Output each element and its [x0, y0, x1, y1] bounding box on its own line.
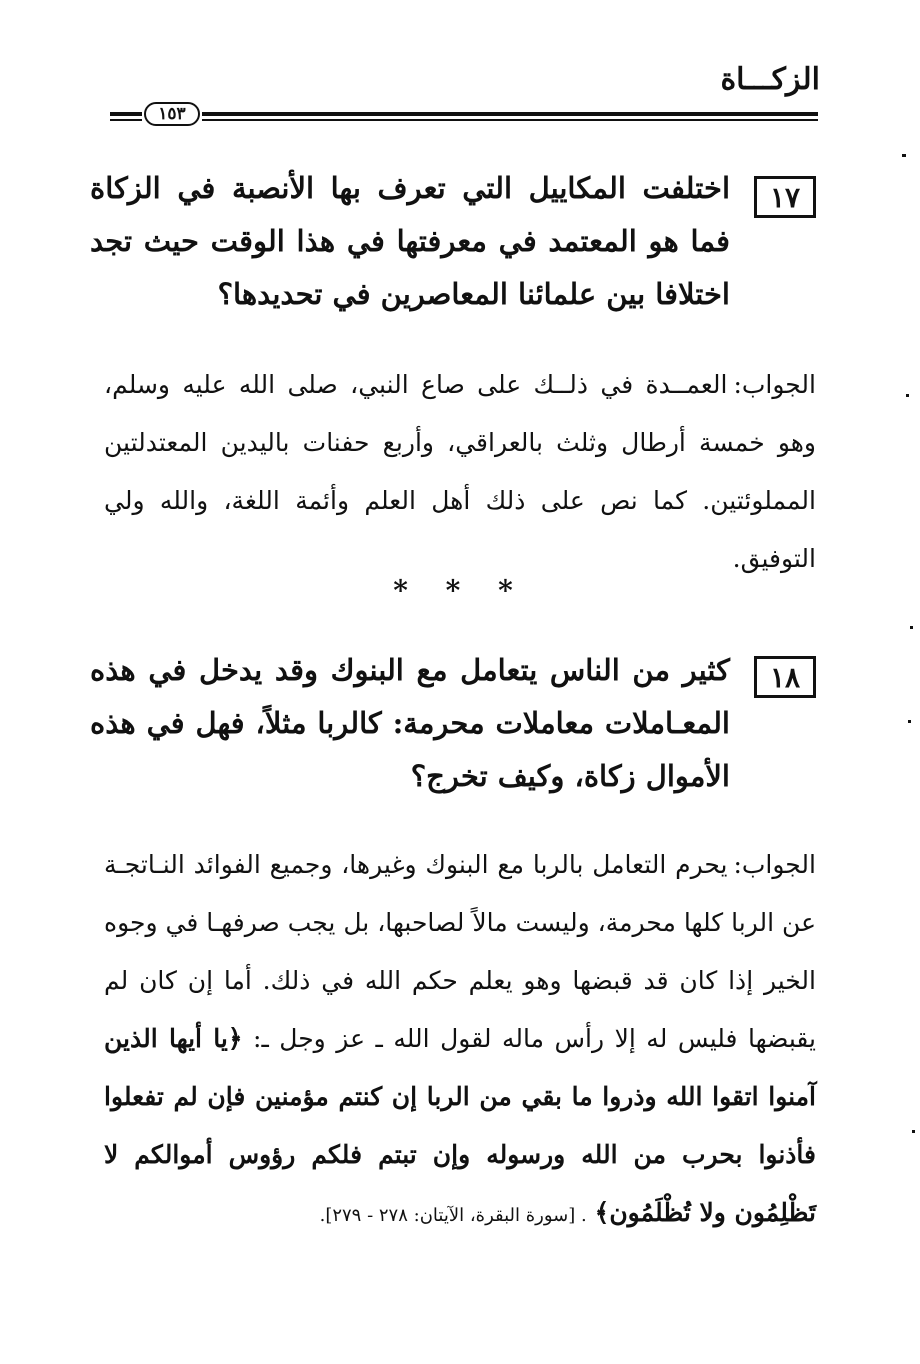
- answer-label: الجواب:: [733, 370, 816, 399]
- question-18-text: كثير من الناس يتعامل مع البنوك وقد يدخل في هذه المعـاملات معاملات محرمة: كالربا مثلاً، فهل في هذه الأموال زكاة، وكيف تخرج؟: [90, 653, 730, 793]
- answer-18-text: يحرم التعامل بالربا مع البنوك وغيرها، وجميع الفوائد النـاتجـة عن الربا كلها محرمة، وليست مالاً لصاحبها، بل يجب صرفهـا في وجوه الخير إذا كان قد قبضها وهو يعلم حكم الله في ذلك. أما إن كان لم يقبضها فليس له إلا رأس ماله لقول الله ـ عز وجل ـ:: [104, 850, 816, 1053]
- scan-speck: [902, 154, 906, 157]
- answer-17-text: العمــدة في ذلــك على صاع النبي، صلى الله عليه وسلم، وهو خمسة أرطال وثلث بالعراقي، وأربع حفنات باليدين المعتدلتين المملوئتين. كما نص على ذلك أهل العلم وأئمة اللغة، والله ولي التوفيق.: [104, 370, 816, 573]
- scan-speck: [912, 1130, 915, 1133]
- answer-17: [104, 356, 816, 588]
- header-rule: [110, 102, 818, 128]
- quran-verse: ﴿يا أيها الذين آمنوا اتقوا الله وذروا ما بقي من الربا إن كنتم مؤمنين فإن لم تفعلوا فأذنوا بحرب من الله ورسوله وإن تبتم فلكم رؤوس أموالكم لا تَظْلِمُون ولا تُظْلَمُون﴾: [104, 1024, 816, 1227]
- page-number: ١٥٣: [144, 102, 200, 126]
- question-number-18: ١٨: [754, 656, 816, 698]
- answer-label: الجواب:: [733, 850, 816, 879]
- scan-speck: [906, 394, 909, 397]
- answer-18: [104, 836, 816, 1245]
- question-17-text: اختلفت المكاييل التي تعرف بها الأنصبة في الزكاة فما هو المعتمد في معرفتها في هذا الوقت حيث تجد اختلافا بين علمائنا المعاصرين في تحديدها؟: [90, 171, 730, 311]
- scan-speck: [908, 720, 911, 723]
- scan-speck: [910, 626, 913, 629]
- question-number-17: ١٧: [754, 176, 816, 218]
- section-separator: * * *: [393, 574, 527, 607]
- page-header-title: الزكـــاة: [720, 62, 820, 97]
- verse-citation: . [سورة البقرة، الآيتان: ٢٧٨ - ٢٧٩].: [319, 1205, 587, 1226]
